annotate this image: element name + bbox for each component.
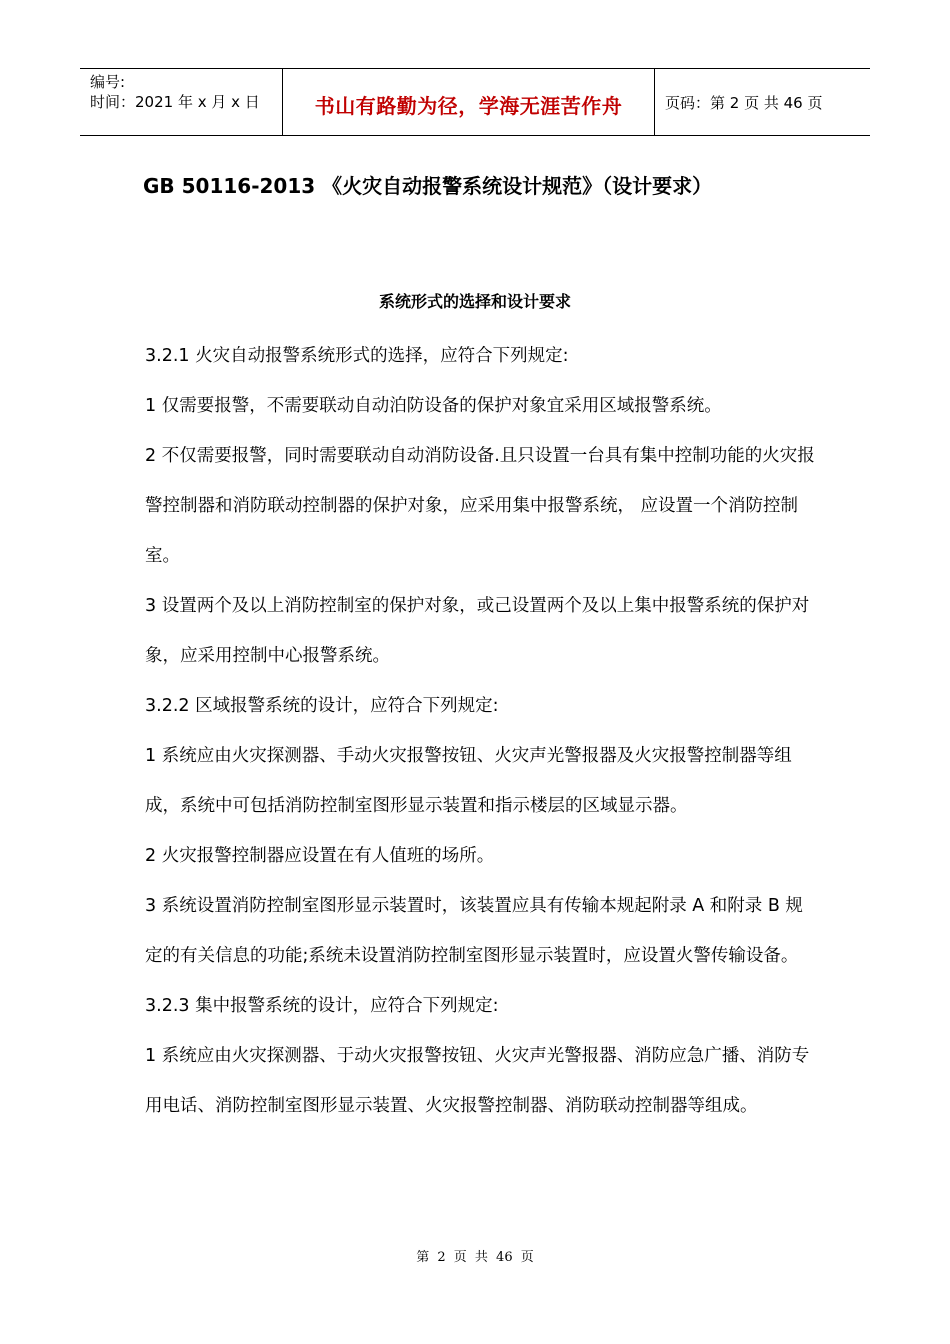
paragraph-item: 3 系统设置消防控制室图形显示装置时，该装置应具有传输本规起附录 A 和附录 B 规定的有关信息的功能;系统未设置消防控制室图形显示装置时，应设置火警传输设备。 [145, 896, 803, 966]
paragraph-item: 1 系统应由火灾探测器、手动火灾报警按钮、火灾声光警报器及火灾报警控制器等组成，系统中可包括消防控制室图形显示装置和指示楼层的区域显示器。 [145, 746, 792, 816]
section-title: 系统形式的选择和设计要求 [378, 292, 571, 311]
paragraph-clause-3-2-2: 3.2.2 区域报警系统的设计，应符合下列规定: [145, 696, 499, 716]
motto-text: 书山有路勤为径，学海无涯苦作舟 [314, 93, 623, 118]
paragraph-item: 2 火灾报警控制器应设置在有人值班的场所。 [145, 846, 495, 866]
header-meta [80, 69, 282, 135]
paragraph-clause-3-2-3: 3.2.3 集中报警系统的设计，应符合下列规定: [145, 996, 499, 1016]
document-title: GB 50116-2013 《火灾自动报警系统设计规范》（设计要求） [143, 174, 713, 198]
page-footer: 第 2 页 共 46 页 [416, 1250, 534, 1265]
number-label: 编号: [90, 73, 126, 91]
page-info-text: 页码：第 2 页 共 46 页 [665, 94, 823, 112]
page-header [80, 68, 870, 136]
header-motto-cell [282, 69, 655, 135]
paragraph-item: 1 系统应由火灾探测器、于动火灾报警按钮、火灾声光警报器、消防应急广播、消防专用电话、消防控制室图形显示装置、火灾报警控制器、消防联动控制器等组成。 [145, 1046, 810, 1116]
paragraph-clause-3-2-1: 3.2.1 火灾自动报警系统形式的选择，应符合下列规定: [145, 346, 569, 366]
paragraph-item: 1 仅需要报警，不需要联动自动泊防设备的保护对象宜采用区域报警系统。 [145, 396, 722, 416]
header-page-info [655, 69, 870, 135]
document-body [145, 331, 815, 1131]
paragraph-item: 2 不仅需要报警，同时需要联动自动消防设备.且只设置一台具有集中控制功能的火灾报警控制器和消防联动控制器的保护对象，应采用集中报警系统， 应设置一个消防控制室。 [145, 446, 815, 566]
time-label: 时间：2021 年 x 月 x 日 [90, 93, 260, 111]
paragraph-item: 3 设置两个及以上消防控制室的保护对象，或己设置两个及以上集中报警系统的保护对象，应采用控制中心报警系统。 [145, 596, 810, 666]
